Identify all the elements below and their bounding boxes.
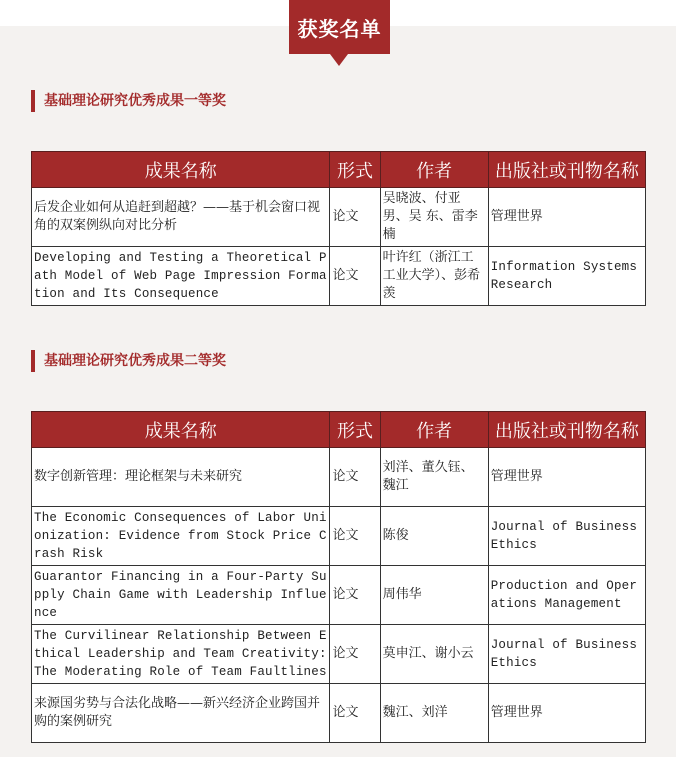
achievement-name: Guarantor Financing in a Four-Party Supply Chain Game with Leadership Influence <box>32 566 330 625</box>
achievement-author: 莫申江、谢小云 <box>380 625 488 684</box>
achievement-author: 吴晓波、付亚男、吴 东、雷李楠 <box>380 188 488 247</box>
second-prize-table <box>31 411 646 743</box>
table-row <box>32 684 646 743</box>
column-header-author: 作者 <box>380 412 488 448</box>
section-title-first-prize: 基础理论研究优秀成果一等奖 <box>31 90 226 112</box>
column-header-author: 作者 <box>380 152 488 188</box>
column-header-form: 形式 <box>330 412 380 448</box>
achievement-publisher: Journal of Business Ethics <box>488 625 645 684</box>
achievement-publisher: 管理世界 <box>488 684 645 743</box>
achievement-name: 来源国劣势与合法化战略——新兴经济企业跨国并购的案例研究 <box>32 684 330 743</box>
achievement-form: 论文 <box>330 625 380 684</box>
achievement-form: 论文 <box>330 684 380 743</box>
table-row <box>32 566 646 625</box>
table-row <box>32 507 646 566</box>
award-list-badge: 获奖名单 <box>289 0 390 54</box>
achievement-publisher: Journal of Business Ethics <box>488 507 645 566</box>
achievement-publisher: 管理世界 <box>488 188 645 247</box>
column-header-publisher: 出版社或刊物名称 <box>488 152 645 188</box>
column-header-name: 成果名称 <box>32 412 330 448</box>
achievement-author: 周伟华 <box>380 566 488 625</box>
table-row <box>32 188 646 247</box>
achievement-form: 论文 <box>330 566 380 625</box>
achievement-name: 数字创新管理：理论框架与未来研究 <box>32 448 330 507</box>
achievement-publisher: 管理世界 <box>488 448 645 507</box>
achievement-name: The Economic Consequences of Labor Unionization: Evidence from Stock Price Crash Risk <box>32 507 330 566</box>
achievement-name: 后发企业如何从追赶到超越？——基于机会窗口视角的双案例纵向对比分析 <box>32 188 330 247</box>
achievement-form: 论文 <box>330 247 380 306</box>
column-header-name: 成果名称 <box>32 152 330 188</box>
table-row <box>32 247 646 306</box>
badge-pointer <box>330 54 348 66</box>
achievement-publisher: Production and Operations Management <box>488 566 645 625</box>
table-row <box>32 625 646 684</box>
achievement-author: 陈俊 <box>380 507 488 566</box>
first-prize-table <box>31 151 646 306</box>
column-header-publisher: 出版社或刊物名称 <box>488 412 645 448</box>
table-row <box>32 448 646 507</box>
achievement-author: 魏江、刘洋 <box>380 684 488 743</box>
achievement-form: 论文 <box>330 507 380 566</box>
achievement-author: 刘洋、董久钰、魏江 <box>380 448 488 507</box>
achievement-form: 论文 <box>330 448 380 507</box>
achievement-name: Developing and Testing a Theoretical Path Model of Web Page Impression Formation and Its Consequence <box>32 247 330 306</box>
achievement-publisher: Information Systems Research <box>488 247 645 306</box>
column-header-form: 形式 <box>330 152 380 188</box>
section-title-second-prize: 基础理论研究优秀成果二等奖 <box>31 350 226 372</box>
achievement-name: The Curvilinear Relationship Between Ethical Leadership and Team Creativity: The Moderating Role of Team Faultlines <box>32 625 330 684</box>
achievement-form: 论文 <box>330 188 380 247</box>
achievement-author: 叶许红（浙江工工业大学）、彭希羡 <box>380 247 488 306</box>
